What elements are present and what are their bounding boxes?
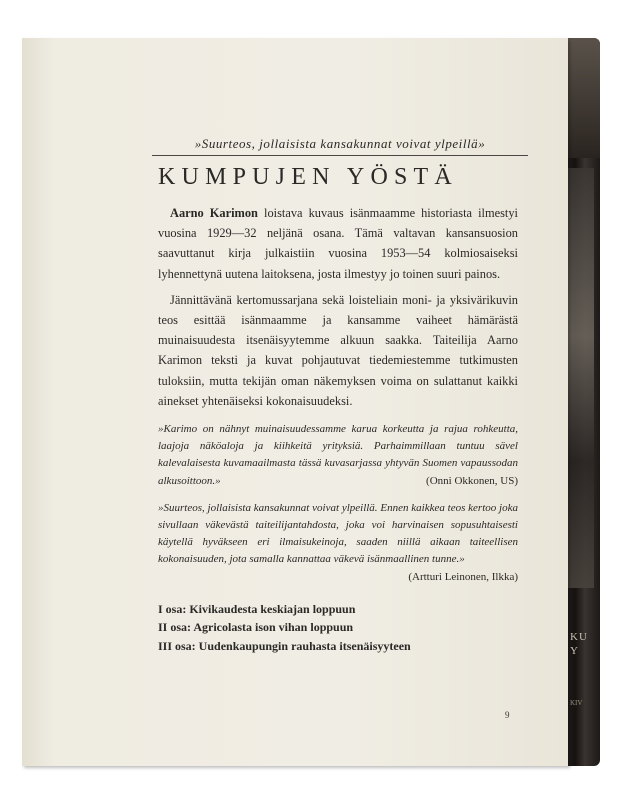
author-name: Aarno Karimon [170, 206, 258, 220]
book-title: KUMPUJEN YÖSTÄ [158, 164, 458, 190]
spine-title: KU Y [570, 631, 588, 657]
volume-item: I osa: Kivikaudesta keskiajan loppuun [158, 601, 356, 616]
review-quote-1 [158, 421, 518, 490]
jacket-text-block [158, 136, 518, 656]
tagline: »Suurteos, jollaisista kansakunnat voivat ylpeillä» [152, 136, 528, 156]
intro-paragraph [158, 203, 518, 284]
quote-2-source: (Artturi Leinonen, Ilkka) [408, 570, 518, 583]
spine-subtitle: KIV [570, 699, 583, 707]
second-paragraph-text: Jännittävänä kertomussarjana sekä loisteliain moni- ja yksivärikuvin teos esittää isänmaamme ja kansamme vaiheet hämärästä muinaisuudesta itsenäisyytemme alkuun saakka. Taiteilija Aarno Karimon teksti ja kuvat pohjautuvat tiedemiestemme tutkimusten tuloksiin, mutta tekijän oman näkemyksen voima on sulattanut kaikki ainekset yhtenäiseksi kokonaisuudeksi. [158, 292, 518, 408]
page-number: 9 [505, 710, 510, 720]
spine-illustration [566, 168, 594, 588]
review-quote-2 [158, 500, 518, 586]
volume-item: II osa: Agricolasta ison vihan loppuun [158, 620, 354, 635]
volume-item: III osa: Uudenkaupungin rauhasta itsenäisyyteen [158, 639, 411, 654]
second-paragraph [158, 290, 518, 411]
quote-1-text: »Karimo on nähnyt muinaisuudessamme karua korkeutta ja rajua rohkeutta, laajoja näköaloja ja kiihkeitä yrityksiä. Parhaimmillaan tuntuu sävel kalevalaisesta kuvamaailmasta tässä kuvasarjassa yhtyvän Suomen vapaussodan alkusoittoon.» [158, 423, 518, 487]
dust-jacket-back [22, 38, 568, 766]
intro-text: loistava kuvaus isänmaamme historiasta ilmestyi vuosina 1929—32 neljänä osana. Tämä valtavan kansansuosion saavuttanut kirja julkaistiin vuosina 1953—54 kolmiosaiseksi lyhennettynä uutena laitoksena, josta ilmestyy jo toinen suuri painos. [158, 206, 518, 281]
volume-list [158, 600, 518, 656]
quote-2-text: »Suurteos, jollaisista kansakunnat voivat ylpeillä. Ennen kaikkea teos kertoo joka sivullaan väkevästä taiteilijantahdosta, joka voi harvinaisen sopusuhtaisesti käytellä hyväkseen eri ilmaisukeinoja, saaden niillä aikaan taiteellisen kokonaisuuden, jota samalla kannattaa väkevä isänmaallinen tunne.» [158, 501, 518, 566]
quote-1-source: (Onni Okkonen, US) [426, 474, 518, 487]
